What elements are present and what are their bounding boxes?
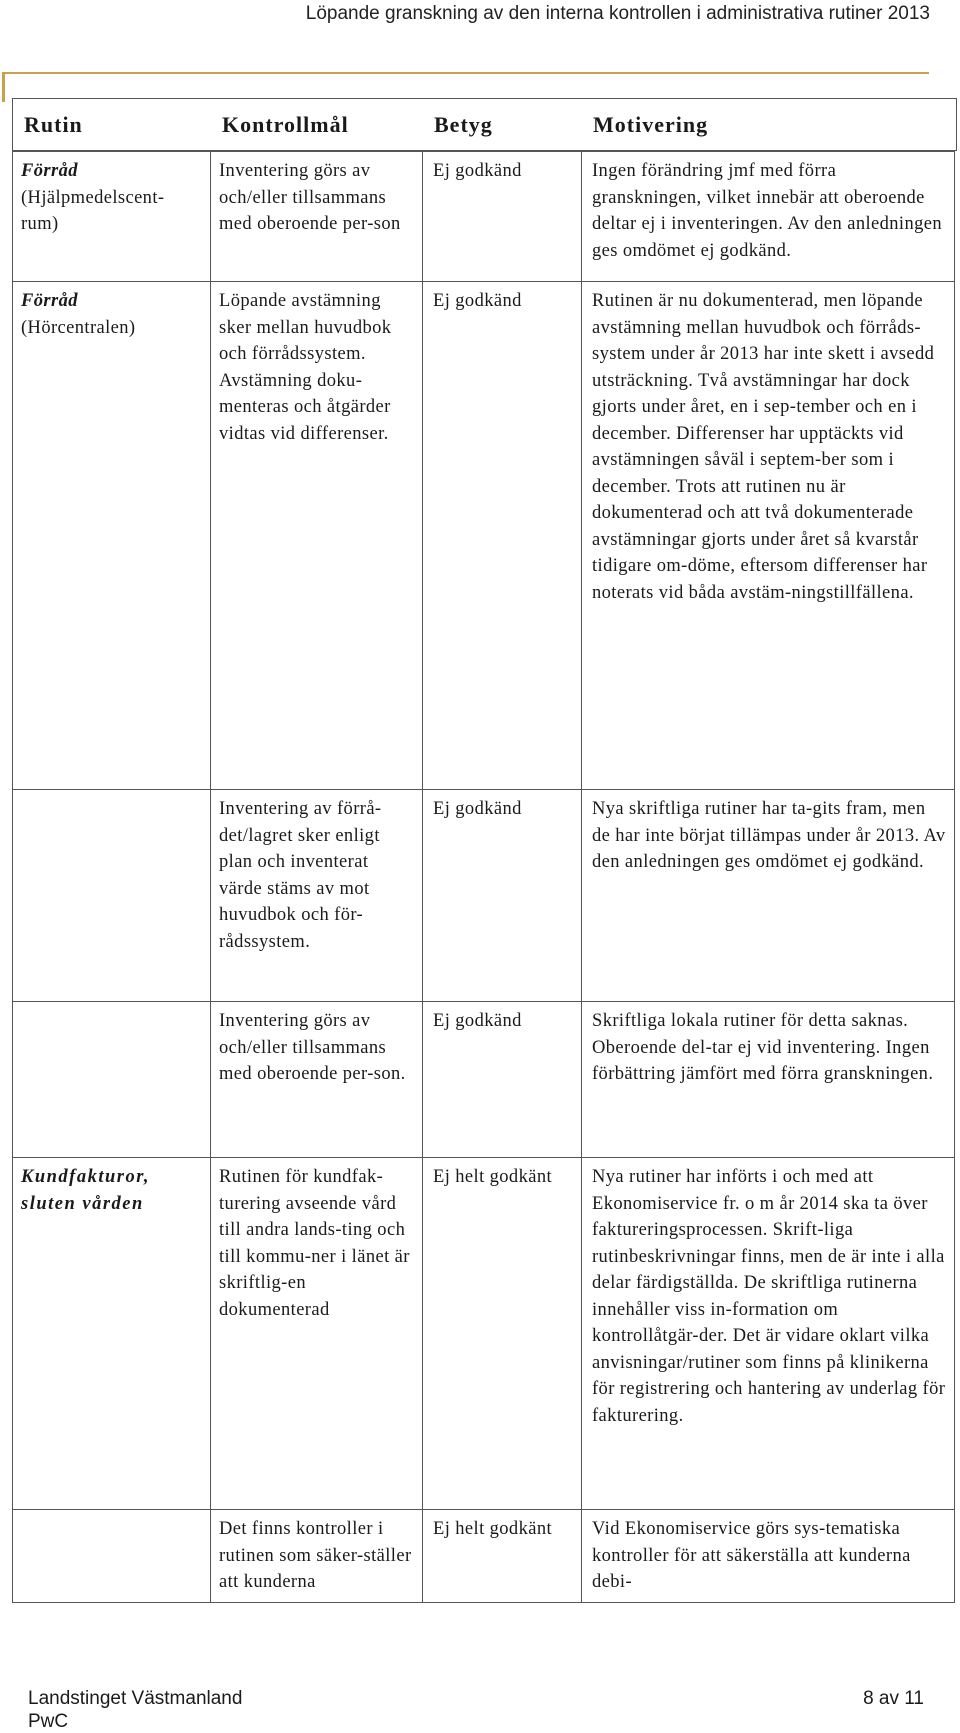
rutin-cell — [13, 1510, 211, 1603]
rutin-cell — [13, 1002, 211, 1158]
header-rule — [2, 72, 929, 74]
table-row — [13, 282, 955, 790]
betyg-cell: Ej godkänd — [423, 152, 582, 282]
kontrollmal-cell: Rutinen för kundfak-turering avseende vård till andra lands-ting och till kommu-ner i länet är skriftlig-en dokumenterad — [211, 1158, 423, 1510]
kontrollmal-cell: Inventering görs av och/eller tillsammans med oberoende per-son — [211, 152, 423, 282]
column-header-kontrollmal: Kontrollmål — [222, 111, 349, 137]
footer-company: PwC — [28, 1711, 69, 1732]
motivering-cell: Skriftliga lokala rutiner för detta saknas. Oberoende del-tar ej vid inventering. Ingen förbättring jämfört med förra granskningen. — [582, 1002, 955, 1158]
rutin-subtitle: (Hörcentralen) — [21, 317, 136, 338]
kontrollmal-cell: Inventering av förrå-det/lagret sker enligt plan och inventerat värde stäms av mot huvudbok och för-rådssystem. — [211, 790, 423, 1002]
table-row — [13, 1002, 955, 1158]
motivering-cell: Rutinen är nu dokumenterad, men löpande avstämning mellan huvudbok och förråds-system under år 2013 har inte skett i avsedd utsträckning. Två avstämningar har dock gjorts under året, en i sep-tember och en i december. Differenser har upptäckts vid avstämningen såväl i septem-ber som i december. Trots att rutinen nu är dokumenterad och att två dokumenterade avstämningar gjorts under året så kvarstår tidigare om-döme, eftersom differenser har noterats vid båda avstäm-ningstillfällena. — [582, 282, 955, 790]
motivering-cell: Ingen förändring jmf med förra granskningen, vilket innebär att oberoende deltar ej i inventeringen. Av den anledningen ges omdömet ej godkänd. — [582, 152, 955, 282]
betyg-cell: Ej godkänd — [423, 1002, 582, 1158]
rutin-title: Kundfakturor, sluten vården — [21, 1167, 151, 1214]
review-table — [12, 151, 955, 1603]
betyg-cell: Ej godkänd — [423, 282, 582, 790]
column-header-betyg: Betyg — [434, 111, 493, 137]
column-header-rutin: Rutin — [24, 111, 83, 137]
betyg-cell: Ej godkänd — [423, 790, 582, 1002]
kontrollmal-cell: Det finns kontroller i rutinen som säker-ställer att kunderna — [211, 1510, 423, 1603]
table-row — [13, 1510, 955, 1603]
column-header-motivering: Motivering — [593, 111, 709, 137]
kontrollmal-cell: Löpande avstämning sker mellan huvudbok och förrådssystem. Avstämning doku-menteras och åtgärder vidtas vid differenser. — [211, 282, 423, 790]
rutin-title: Förråd — [21, 291, 78, 311]
rutin-title: Förråd — [21, 161, 78, 181]
motivering-cell: Vid Ekonomiservice görs sys-tematiska kontroller för att säkerställa att kunderna debi- — [582, 1510, 955, 1603]
table-row — [13, 152, 955, 282]
page-footer — [28, 1687, 924, 1733]
table-header — [12, 98, 957, 151]
rutin-cell — [13, 152, 211, 282]
betyg-cell: Ej helt godkänt — [423, 1158, 582, 1510]
rutin-cell — [13, 1158, 211, 1510]
page-header: Löpande granskning av den interna kontrollen i administrativa rutiner 2013 — [305, 3, 930, 24]
rutin-subtitle: (Hjälpmedelscent-rum) — [21, 187, 165, 234]
footer-organization: Landstinget Västmanland — [28, 1688, 243, 1709]
header-rule-tick — [2, 72, 5, 102]
table-row — [13, 790, 955, 1002]
kontrollmal-cell: Inventering görs av och/eller tillsammans med oberoende per-son. — [211, 1002, 423, 1158]
motivering-cell: Nya skriftliga rutiner har ta-gits fram, men de har inte börjat tillämpas under år 2013. Av den anledningen ges omdömet ej godkänd. — [582, 790, 955, 1002]
rutin-cell — [13, 790, 211, 1002]
betyg-cell: Ej helt godkänt — [423, 1510, 582, 1603]
table-row — [13, 1158, 955, 1510]
motivering-cell: Nya rutiner har införts i och med att Ekonomiservice fr. o m år 2014 ska ta över faktureringsprocessen. Skrift-liga rutinbeskrivningar finns, men de är inte i alla delar färdigställda. De skriftliga rutinerna innehåller viss in-formation om kontrollåtgär-der. Det är vidare oklart vilka anvisningar/rutiner som finns på klinikerna för registrering och hantering av underlag för fakturering. — [582, 1158, 955, 1510]
rutin-cell — [13, 282, 211, 790]
page-number: 8 av 11 — [863, 1688, 924, 1709]
